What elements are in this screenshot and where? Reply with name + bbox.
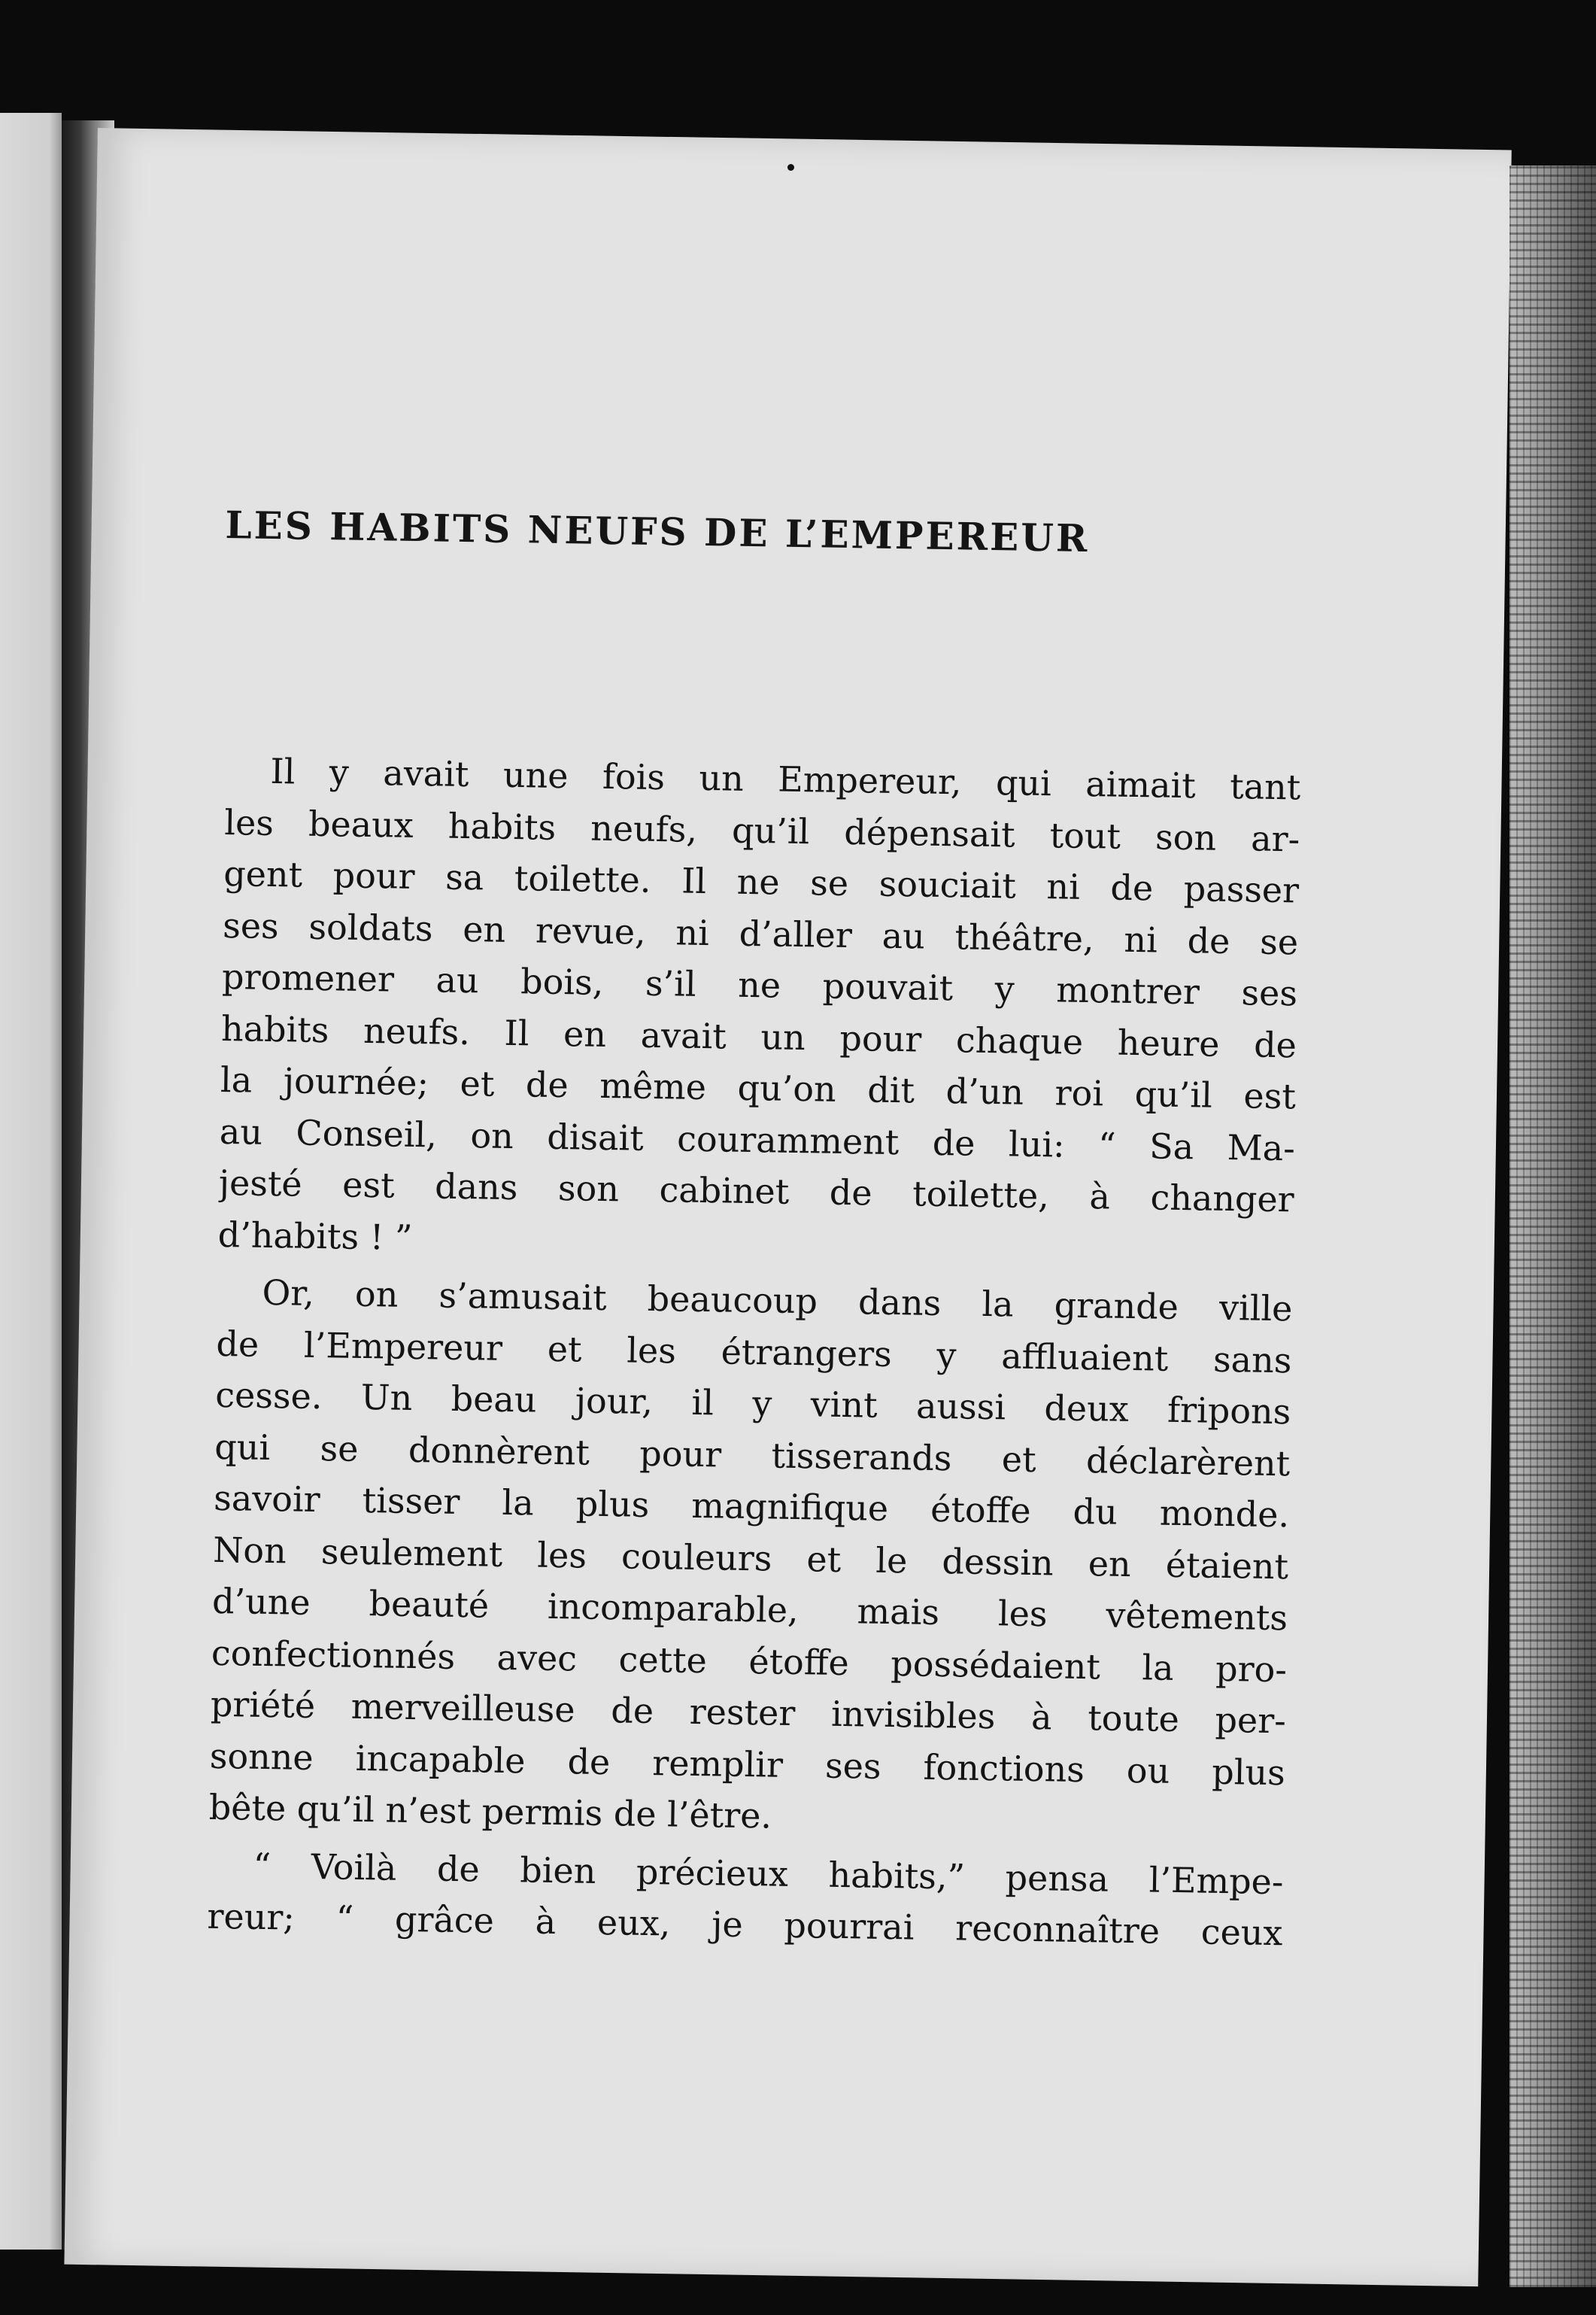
text-line: d’une beauté incomparable, mais les vêtements <box>211 1580 1288 1639</box>
text-line: gent pour sa toilette. Il ne se souciait ni de passer <box>223 852 1300 911</box>
text-line: Or, on s’amusait beaucoup dans la grande ville <box>262 1271 1293 1329</box>
text-line: jesté est dans son cabinet de toilette, à changer <box>218 1162 1295 1220</box>
text-line: Non seulement les couleurs et le dessin en étaient <box>212 1529 1289 1587</box>
text-line: ses soldats en revue, ni d’aller au théâtre, ni de se <box>222 904 1299 962</box>
page-stack-edge <box>1510 166 1596 2287</box>
text-line: promener au bois, s’il ne pouvait y montrer ses <box>221 955 1298 1014</box>
text-line: sonne incapable de remplir ses fonctions ou plus <box>209 1735 1286 1793</box>
text-line: la journée; et de même qu’on dit d’un roi qu’il est <box>220 1059 1297 1117</box>
text-line: cesse. Un beau jour, il y vint aussi deux fripons <box>215 1374 1291 1432</box>
text-line: “ Voilà de bien précieux habits,” pensa l’Empe- <box>253 1845 1284 1902</box>
text-line: les beaux habits neufs, qu’il dépensait tout son ar- <box>223 801 1300 859</box>
text-line: qui se donnèrent pour tisserands et déclarèrent <box>214 1426 1291 1484</box>
text-line: priété merveilleuse de rester invisibles à toute per- <box>210 1683 1287 1742</box>
text-line: savoir tisser la plus magnifique étoffe du monde. <box>213 1477 1290 1536</box>
text-line: au Conseil, on disait couramment de lui: “ Sa Ma- <box>219 1110 1296 1168</box>
text-line: confectionnés avec cette étoffe possédaient la pro- <box>211 1632 1288 1690</box>
text-line: reur; “ grâce à eux, je pourrai reconnaître ceux <box>207 1895 1283 1954</box>
text-line: Il y avait une fois un Empereur, qui aimait tant <box>270 750 1301 808</box>
page-speck <box>787 164 794 171</box>
body-text <box>207 745 1301 1959</box>
text-line: habits neufs. Il en avait un pour chaque heure de <box>220 1007 1297 1065</box>
page-title: LES HABITS NEUFS DE L’EMPEREUR <box>225 503 1090 561</box>
text-line: de l’Empereur et les étrangers y affluaient sans <box>216 1323 1292 1381</box>
facing-page-edge <box>0 113 62 2250</box>
text-line: bête qu’il n’est permis de l’être. <box>208 1786 772 1837</box>
text-line: d’habits ! ” <box>217 1214 413 1258</box>
